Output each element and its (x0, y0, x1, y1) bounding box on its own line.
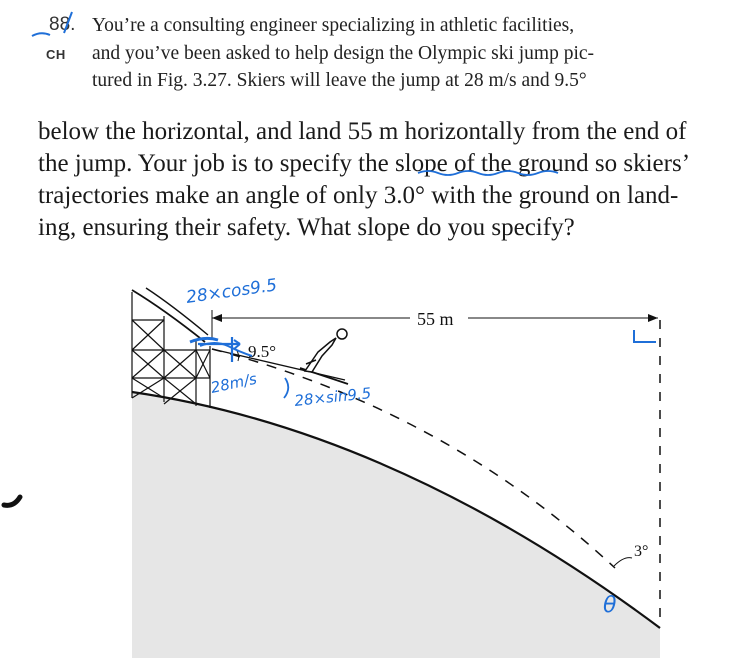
dimension-arrow-right (648, 314, 658, 322)
body-line-3: trajectories make an angle of only 3.0° with the ground on land- (38, 182, 679, 209)
handwritten-speed: 28m/s (209, 369, 259, 397)
body-line-4: ing, ensuring their safety. What slope do you specify? (38, 214, 575, 241)
intro-line-2: and you’ve been asked to help design the Olympic ski jump pic- (92, 43, 595, 64)
skier-figure (300, 329, 348, 384)
body-line-2-end: so skiers’ (594, 150, 691, 177)
intro-line-3: tured in Fig. 3.27. Skiers will leave the jump at 28 m/s and 9.5° (92, 70, 587, 91)
pen-check-mark (64, 12, 72, 33)
distance-label: 55 m (417, 309, 454, 329)
body-line-1: below the horizontal, and land 55 m horizontally from the end of (38, 118, 687, 145)
pen-mark-number (32, 33, 50, 36)
pen-bracket (284, 378, 288, 398)
handwritten-vertical-component: 28×sin9.5 (293, 384, 372, 410)
intro-line-1: You’re a consulting engineer specializing in athletic facilities, (92, 15, 575, 36)
challenge-tag: CH (46, 47, 66, 62)
landing-angle-label: 3° (634, 543, 649, 560)
ramp-scaffold (132, 292, 210, 408)
underlined-phrase: slope of the ground (394, 150, 589, 177)
landing-angle-arc (614, 558, 632, 566)
body-line-2-start: the jump. Your job is to specify the (38, 150, 389, 177)
handwritten-horizontal-component: 28×cos9.5 (184, 275, 279, 308)
pen-right-angle-mark (634, 330, 656, 342)
problem-number: 88. (49, 14, 76, 35)
launch-angle-label: 9.5° (248, 342, 277, 361)
ground-shade (132, 392, 660, 658)
dimension-arrow-left (212, 314, 222, 322)
handwritten-unknown-angle: θ (603, 593, 617, 618)
margin-mark (4, 497, 20, 505)
pen-underline (418, 171, 558, 175)
